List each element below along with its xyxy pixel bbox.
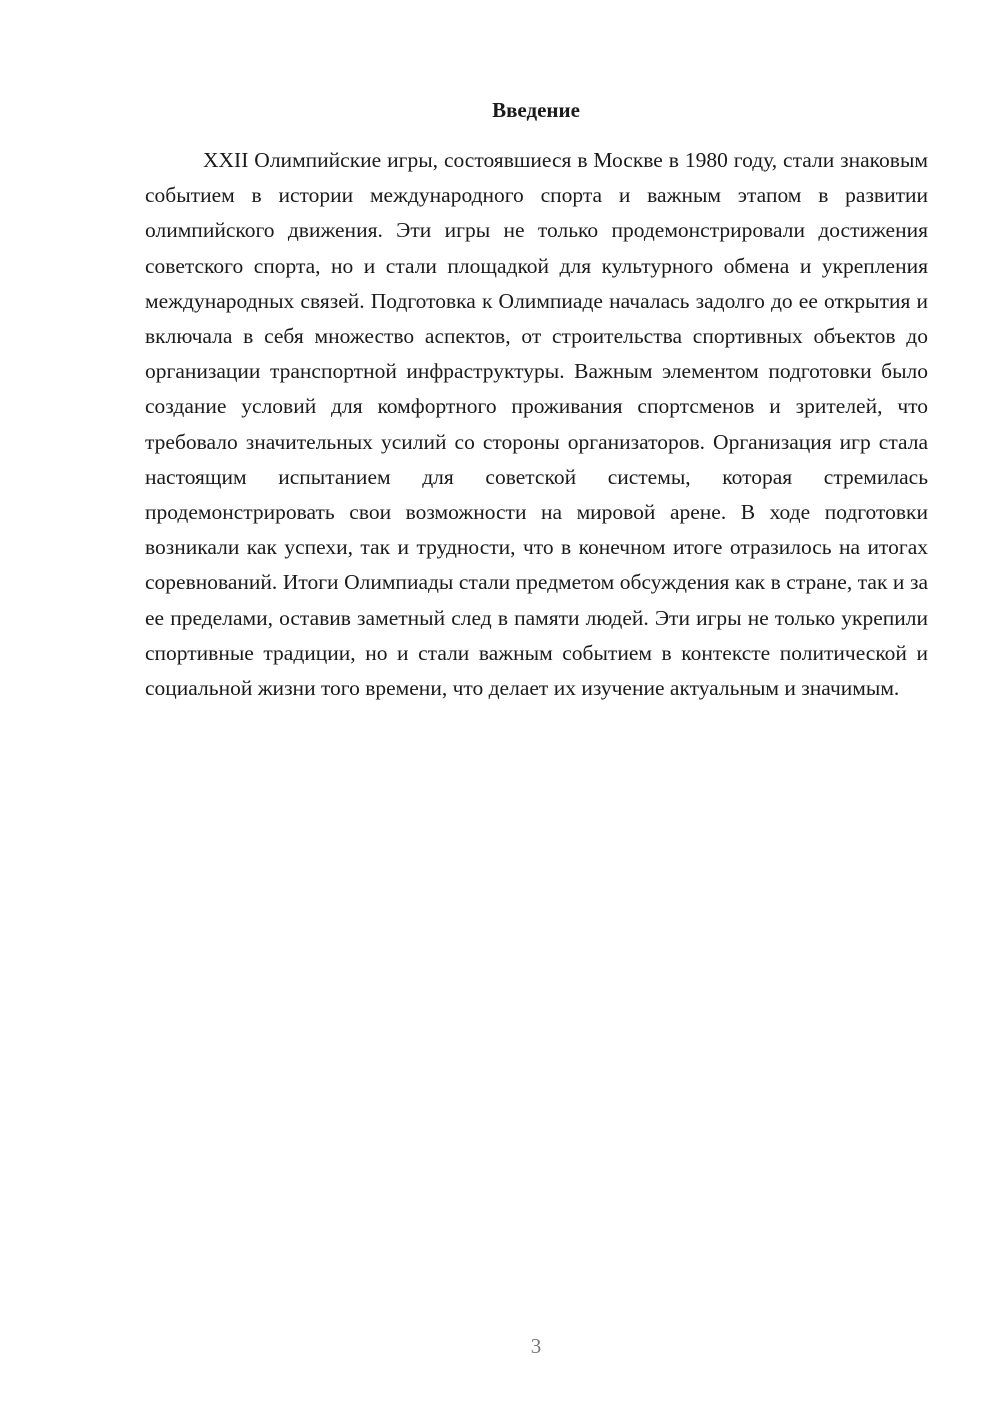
body-paragraph: XXII Олимпийские игры, состоявшиеся в Москве в 1980 году, стали знаковым событием в истории международного спорта и важным этапом в развитии олимпийского движения. Эти игры не только продемонстрировали достижения советского спорта, но и стали площадкой для культурного обмена и укрепления международных связей. Подготовка к Олимпиаде началась задолго до ее открытия и включала в себя множество аспектов, от строительства спортивных объектов до организации транспортной инфраструктуры. Важным элементом подготовки было создание условий для комфортного проживания спортсменов и зрителей, что требовало значительных усилий со стороны организаторов. Организация игр стала настоящим испытанием для советской системы, которая стремилась продемонстрировать свои возможности на мировой арене. В ходе подготовки возникали как успехи, так и трудности, что в конечном итоге отразилось на итогах соревнований. Итоги Олимпиады стали предметом обсуждения как в стране, так и за ее пределами, оставив заметный след в памяти людей. Эти игры не только укрепили спортивные традиции, но и стали важным событием в контексте политической и социальной жизни того времени, что делает их изучение актуальным и значимым. xyxy=(145,148,928,701)
page-number: 3 xyxy=(530,1334,542,1358)
section-heading: Введение xyxy=(492,98,580,122)
